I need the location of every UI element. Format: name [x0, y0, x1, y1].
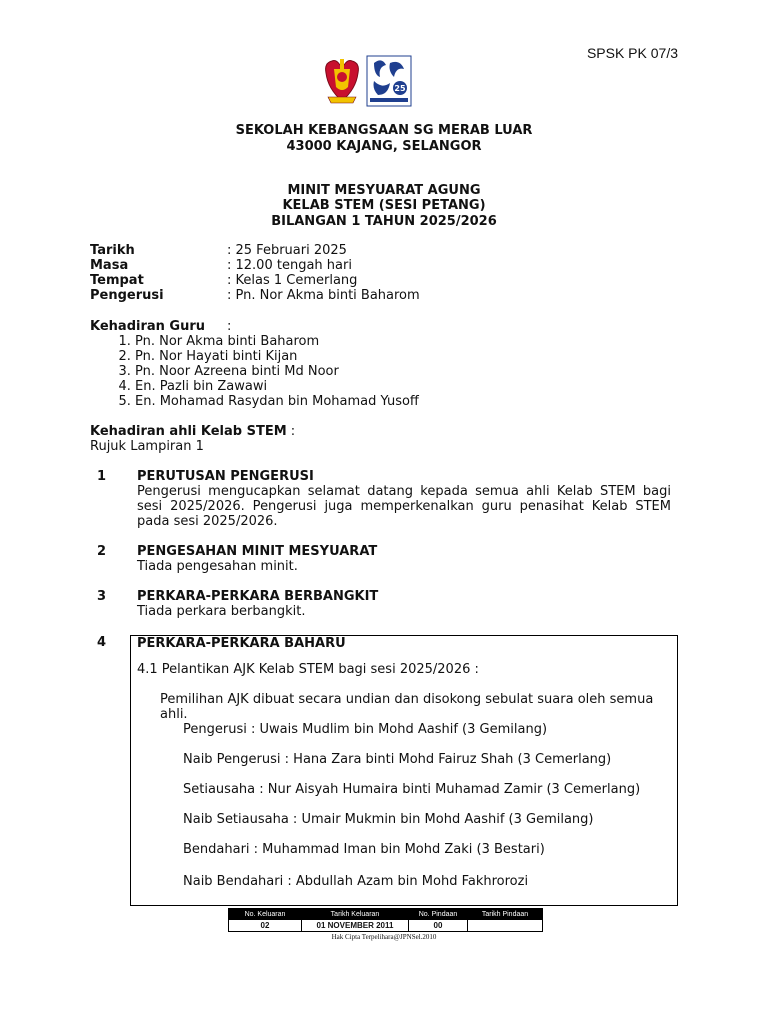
section-title: PERKARA-PERKARA BERBANGKIT — [137, 589, 379, 604]
section-body: Tiada perkara berbangkit. — [137, 604, 306, 619]
meta-value: : 12.00 tengah hari — [227, 258, 352, 273]
ajk-item: Naib Pengerusi : Hana Zara binti Mohd Fairuz Shah (3 Cemerlang) — [183, 752, 612, 767]
table-header: No. Keluaran — [229, 909, 302, 920]
meta-row-chair — [90, 288, 420, 303]
ajk-item: Naib Bendahari : Abdullah Azam bin Mohd Fakhrorozi — [183, 874, 529, 889]
table-cell: 02 — [229, 920, 302, 932]
subsection-title: 4.1 Pelantikan AJK Kelab STEM bagi sesi 2025/2026 : — [137, 662, 479, 677]
section-3 — [137, 589, 671, 619]
member-attendance-label: Kehadiran ahli Kelab STEM — [90, 424, 287, 439]
teacher-attendance — [90, 319, 419, 409]
meta-label: Pengerusi — [90, 288, 164, 303]
school-name: SEKOLAH KEBANGSAAN SG MERAB LUAR — [235, 123, 533, 138]
section-title: PERUTUSAN PENGERUSI — [137, 469, 314, 484]
meta-value: : Pn. Nor Akma binti Baharom — [227, 288, 420, 303]
ajk-item: Pengerusi : Uwais Mudlim bin Mohd Aashif (3 Gemilang) — [183, 722, 548, 737]
meta-value: : Kelas 1 Cemerlang — [227, 273, 358, 288]
copyright-text: Hak Cipta Terpelihara@JPNSel.2010 — [331, 933, 437, 941]
list-item: 2. Pn. Nor Hayati binti Kijan — [135, 349, 419, 364]
school-address: 43000 KAJANG, SELANGOR — [286, 139, 482, 154]
list-item: 5. En. Mohamad Rasydan bin Mohamad Yusoff — [135, 394, 419, 409]
table-header: No. Pindaan — [409, 909, 468, 920]
table-cell: 00 — [409, 920, 468, 932]
teacher-attendance-heading — [90, 319, 419, 334]
document-code: SPSK PK 07/3 — [586, 45, 678, 61]
member-attendance-note: Rujuk Lampiran 1 — [90, 439, 204, 454]
table-header: Tarikh Keluaran — [302, 909, 409, 920]
ppd-25-logo — [366, 55, 412, 107]
list-item: 3. Pn. Noor Azreena binti Md Noor — [135, 364, 419, 379]
section-body: Pengerusi mengucapkan selamat datang kepada semua ahli Kelab STEM bagi sesi 2025/2026. Pengerusi juga memperkenalkan guru penasihat Kelab STEM pada sesi 2025/2026. — [137, 484, 671, 529]
colon: : — [227, 319, 232, 334]
section-body: Tiada pengesahan minit. — [137, 559, 298, 574]
title-line-2: KELAB STEM (SESI PETANG) — [282, 198, 486, 213]
svg-text:25: 25 — [394, 84, 406, 93]
ajk-item: Setiausaha : Nur Aisyah Humaira binti Muhamad Zamir (3 Cemerlang) — [183, 782, 641, 797]
meta-row-place — [90, 273, 420, 288]
teacher-attendance-label: Kehadiran Guru — [90, 319, 206, 334]
ajk-item: Naib Setiausaha : Umair Mukmin bin Mohd Aashif (3 Gemilang) — [183, 812, 594, 827]
section-number: 1 — [97, 469, 107, 484]
section-title: PERKARA-PERKARA BAHARU — [137, 636, 346, 651]
colon: : — [286, 424, 296, 439]
member-attendance — [90, 424, 295, 454]
table-header: Tarikh Pindaan — [468, 909, 543, 920]
title-line-1: MINIT MESYUARAT AGUNG — [287, 183, 481, 198]
meta-row-date — [90, 243, 420, 258]
section-number: 2 — [97, 544, 107, 559]
meta-label: Tempat — [90, 273, 144, 288]
revision-table — [228, 908, 543, 932]
ajk-item: Bendahari : Muhammad Iman bin Mohd Zaki (3 Bestari) — [183, 842, 545, 857]
section-2 — [137, 544, 671, 574]
title-line-3: BILANGAN 1 TAHUN 2025/2026 — [271, 214, 497, 229]
section-number: 4 — [97, 635, 107, 650]
meta-row-time — [90, 258, 420, 273]
ajk-intro: Pemilihan AJK dibuat secara undian dan disokong sebulat suara oleh semua ahli. — [160, 692, 654, 722]
section-number: 3 — [97, 589, 107, 604]
meta-label: Tarikh — [90, 243, 135, 258]
table-cell: 01 NOVEMBER 2011 — [302, 920, 409, 932]
meta-label: Masa — [90, 258, 129, 273]
section-1 — [137, 469, 671, 529]
teacher-list — [90, 334, 419, 409]
meta-value: : 25 Februari 2025 — [227, 243, 347, 258]
section-4-box — [130, 635, 678, 906]
list-item: 1. Pn. Nor Akma binti Baharom — [135, 334, 419, 349]
meeting-details — [90, 243, 420, 303]
section-title: PENGESAHAN MINIT MESYUARAT — [137, 544, 378, 559]
list-item: 4. En. Pazli bin Zawawi — [135, 379, 419, 394]
table-cell — [468, 920, 543, 932]
